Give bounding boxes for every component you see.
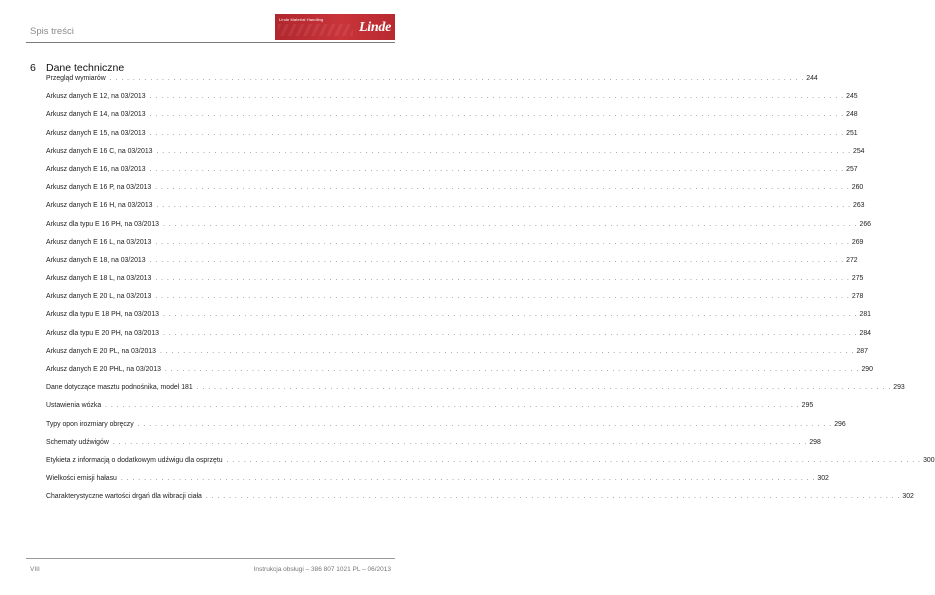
toc-entry[interactable] bbox=[46, 75, 818, 93]
toc-dot-leader: . . . . . . . . . . . . . . . . . . . . . . . . . . . . . . . . . . . . . . . . . . . . . . . . . . . . . . . . . . . . . . . . . . . . . . . . . . . . . . . . . . . . . . . . . . . . . . . . . . . . . . . . . . . . . . . . . . . . . . . . bbox=[205, 493, 901, 501]
toc-entry[interactable] bbox=[46, 129, 858, 148]
toc-entry-page: 284 bbox=[859, 329, 872, 337]
toc-entry-label: Arkusz danych E 14, na 03/2013 bbox=[46, 111, 146, 119]
toc-dot-leader: . . . . . . . . . . . . . . . . . . . . . . . . . . . . . . . . . . . . . . . . . . . . . . . . . . . . . . . . . . . . . . . . . . . . . . . . . . . . . . . . . . . . . . . . . . . . . . . . . . . . . . . . . . . . . . . . . . . . . . . . bbox=[149, 111, 845, 119]
toc-entry-label: Arkusz danych E 16 P, na 03/2013 bbox=[46, 184, 152, 192]
toc-entry[interactable] bbox=[46, 184, 864, 202]
chapter-heading bbox=[30, 62, 124, 74]
toc-entry-page: 244 bbox=[806, 75, 818, 82]
toc-entry-page: 254 bbox=[853, 147, 865, 155]
toc-entry-label: Arkusz danych E 20 L, na 03/2013 bbox=[46, 293, 152, 301]
toc-entry-label: Przegląd wymiarów bbox=[46, 75, 106, 82]
toc-dot-leader: . . . . . . . . . . . . . . . . . . . . . . . . . . . . . . . . . . . . . . . . . . . . . . . . . . . . . . . . . . . . . . . . . . . . . . . . . . . . . . . . . . . . . . . . . . . . . . . . . . . . . . . . . . . . . . . . . . . . . . . . bbox=[155, 238, 850, 246]
toc-entry-label: Arkusz dla typu E 16 PH, na 03/2013 bbox=[46, 220, 159, 228]
footer-divider bbox=[26, 558, 395, 559]
brand-decoration bbox=[278, 24, 353, 36]
page-header-title: Spis treści bbox=[30, 26, 74, 37]
toc-entry-label: Arkusz danych E 16 C, na 03/2013 bbox=[46, 147, 153, 155]
toc-entry-label: Ustawienia wózka bbox=[46, 402, 102, 410]
toc-entry-label: Charakterystyczne wartości drgań dla wibracji ciała bbox=[46, 493, 202, 501]
toc-entry[interactable] bbox=[46, 420, 846, 439]
toc-entry-page: 269 bbox=[851, 238, 864, 246]
toc-entry-label: Arkusz danych E 12, na 03/2013 bbox=[46, 93, 146, 101]
toc-entry-page: 296 bbox=[834, 420, 846, 428]
toc-dot-leader: . . . . . . . . . . . . . . . . . . . . . . . . . . . . . . . . . . . . . . . . . . . . . . . . . . . . . . . . . . . . . . . . . . . . . . . . . . . . . . . . . . . . . . . . . . . . . . . . . . . . . . . . . . . . . . . . . . . . . . . . bbox=[109, 75, 805, 82]
toc-entry-label: Arkusz danych E 18, na 03/2013 bbox=[46, 256, 146, 264]
toc-entry-page: 248 bbox=[846, 111, 858, 119]
toc-entry[interactable] bbox=[46, 293, 864, 311]
toc-entry[interactable] bbox=[46, 329, 872, 348]
toc-entry[interactable] bbox=[46, 165, 858, 184]
chapter-number: 6 bbox=[30, 62, 36, 74]
toc-dot-leader: . . . . . . . . . . . . . . . . . . . . . . . . . . . . . . . . . . . . . . . . . . . . . . . . . . . . . . . . . . . . . . . . . . . . . . . . . . . . . . . . . . . . . . . . . . . . . . . . . . . . . . . . . . . . . . . . . . . . . . . . bbox=[156, 202, 852, 210]
toc-entry-page: 295 bbox=[801, 402, 814, 410]
footer-document-info: Instrukcja obsługi – 386 807 1021 PL – 06/2013 bbox=[253, 566, 391, 573]
toc-entry-label: Arkusz dla typu E 18 PH, na 03/2013 bbox=[46, 311, 159, 319]
toc-entry-page: 278 bbox=[851, 293, 864, 301]
toc-entry[interactable] bbox=[46, 275, 864, 293]
toc-entry[interactable] bbox=[46, 384, 905, 402]
toc-dot-leader: . . . . . . . . . . . . . . . . . . . . . . . . . . . . . . . . . . . . . . . . . . . . . . . . . . . . . . . . . . . . . . . . . . . . . . . . . . . . . . . . . . . . . . . . . . . . . . . . . . . . . . . . . . . . . . . . . . . . . . . . bbox=[156, 147, 852, 155]
toc-entry[interactable] bbox=[46, 493, 914, 511]
toc-entry-label: Etykieta z informacją o dodatkowym udźwigu dla osprzętu bbox=[46, 456, 223, 464]
toc-dot-leader: . . . . . . . . . . . . . . . . . . . . . . . . . . . . . . . . . . . . . . . . . . . . . . . . . . . . . . . . . . . . . . . . . . . . . . . . . . . . . . . . . . . . . . . . . . . . . . . . . . . . . . . . . . . . . . . . . . . . . . . . bbox=[105, 402, 800, 410]
toc-entry-label: Dane dotyczące masztu podnośnika, model 181 bbox=[46, 384, 193, 392]
toc-entry-page: 302 bbox=[902, 493, 914, 501]
toc-entry[interactable] bbox=[46, 93, 858, 111]
brand-subtitle: Linde Material Handling bbox=[279, 17, 324, 22]
linde-logo-banner bbox=[275, 14, 395, 40]
toc-entry[interactable] bbox=[46, 220, 872, 239]
toc-dot-leader: . . . . . . . . . . . . . . . . . . . . . . . . . . . . . . . . . . . . . . . . . . . . . . . . . . . . . . . . . . . . . . . . . . . . . . . . . . . . . . . . . . . . . . . . . . . . . . . . . . . . . . . . . . . . . . . . . . . . . . . . bbox=[149, 256, 845, 264]
footer-page-number: VIII bbox=[30, 566, 40, 573]
toc-entry[interactable] bbox=[46, 475, 829, 493]
toc-entry[interactable] bbox=[46, 311, 872, 329]
toc-dot-leader: . . . . . . . . . . . . . . . . . . . . . . . . . . . . . . . . . . . . . . . . . . . . . . . . . . . . . . . . . . . . . . . . . . . . . . . . . . . . . . . . . . . . . . . . . . . . . . . . . . . . . . . . . . . . . . . . . . . . . . . . bbox=[149, 165, 845, 173]
toc-dot-leader: . . . . . . . . . . . . . . . . . . . . . . . . . . . . . . . . . . . . . . . . . . . . . . . . . . . . . . . . . . . . . . . . . . . . . . . . . . . . . . . . . . . . . . . . . . . . . . . . . . . . . . . . . . . . . . . . . . . . . . . . bbox=[155, 184, 850, 192]
toc-dot-leader: . . . . . . . . . . . . . . . . . . . . . . . . . . . . . . . . . . . . . . . . . . . . . . . . . . . . . . . . . . . . . . . . . . . . . . . . . . . . . . . . . . . . . . . . . . . . . . . . . . . . . . . . . . . . . . . . . . . . . . . . bbox=[120, 475, 816, 483]
toc-dot-leader: . . . . . . . . . . . . . . . . . . . . . . . . . . . . . . . . . . . . . . . . . . . . . . . . . . . . . . . . . . . . . . . . . . . . . . . . . . . . . . . . . . . . . . . . . . . . . . . . . . . . . . . . . . . . . . . . . . . . . . . . bbox=[164, 366, 860, 373]
toc-entry[interactable] bbox=[46, 402, 814, 420]
toc-entry-label: Schematy udźwigów bbox=[46, 438, 109, 446]
toc-entry-page: 251 bbox=[846, 129, 858, 137]
toc-entry-label: Arkusz danych E 16, na 03/2013 bbox=[46, 165, 146, 173]
toc-entry-label: Arkusz danych E 20 PL, na 03/2013 bbox=[46, 347, 156, 355]
toc-entry-page: 272 bbox=[846, 256, 858, 264]
chapter-title: Dane techniczne bbox=[46, 62, 125, 74]
toc-entry-label: Typy opon irozmiary obręczy bbox=[46, 420, 134, 428]
toc-dot-leader: . . . . . . . . . . . . . . . . . . . . . . . . . . . . . . . . . . . . . . . . . . . . . . . . . . . . . . . . . . . . . . . . . . . . . . . . . . . . . . . . . . . . . . . . . . . . . . . . . . . . . . . . . . . . . . . . . . . . . . . . bbox=[112, 438, 808, 446]
toc-entry[interactable] bbox=[46, 238, 864, 257]
toc-entry[interactable] bbox=[46, 347, 868, 366]
toc-dot-leader: . . . . . . . . . . . . . . . . . . . . . . . . . . . . . . . . . . . . . . . . . . . . . . . . . . . . . . . . . . . . . . . . . . . . . . . . . . . . . . . . . . . . . . . . . . . . . . . . . . . . . . . . . . . . . . . . . . . . . . . . bbox=[163, 329, 858, 337]
linde-logo: Linde bbox=[359, 20, 391, 35]
toc-entry-page: 257 bbox=[846, 165, 858, 173]
toc-entry-page: 287 bbox=[856, 347, 868, 355]
toc-dot-leader: . . . . . . . . . . . . . . . . . . . . . . . . . . . . . . . . . . . . . . . . . . . . . . . . . . . . . . . . . . . . . . . . . . . . . . . . . . . . . . . . . . . . . . . . . . . . . . . . . . . . . . . . . . . . . . . . . . . . . . . . bbox=[163, 220, 858, 228]
toc-dot-leader: . . . . . . . . . . . . . . . . . . . . . . . . . . . . . . . . . . . . . . . . . . . . . . . . . . . . . . . . . . . . . . . . . . . . . . . . . . . . . . . . . . . . . . . . . . . . . . . . . . . . . . . . . . . . . . . . . . . . . . . . bbox=[196, 384, 892, 392]
toc-entry-label: Arkusz danych E 16 L, na 03/2013 bbox=[46, 238, 152, 246]
toc-dot-leader: . . . . . . . . . . . . . . . . . . . . . . . . . . . . . . . . . . . . . . . . . . . . . . . . . . . . . . . . . . . . . . . . . . . . . . . . . . . . . . . . . . . . . . . . . . . . . . . . . . . . . . . . . . . . . . . . . . . . . . . . bbox=[149, 93, 845, 101]
toc-entry[interactable] bbox=[46, 256, 858, 275]
toc-entry-label: Arkusz danych E 16 H, na 03/2013 bbox=[46, 202, 153, 210]
toc-entry-page: 300 bbox=[923, 456, 935, 464]
toc-entry[interactable] bbox=[46, 202, 865, 220]
toc-entry-label: Arkusz danych E 15, na 03/2013 bbox=[46, 129, 146, 137]
toc-entry[interactable] bbox=[46, 111, 858, 129]
toc-entry-page: 302 bbox=[817, 475, 829, 483]
toc-entry-label: Arkusz danych E 18 L, na 03/2013 bbox=[46, 275, 152, 283]
toc-entry-page: 293 bbox=[893, 384, 905, 392]
toc-dot-leader: . . . . . . . . . . . . . . . . . . . . . . . . . . . . . . . . . . . . . . . . . . . . . . . . . . . . . . . . . . . . . . . . . . . . . . . . . . . . . . . . . . . . . . . . . . . . . . . . . . . . . . . . . . . . . . . . . . . . . . . . bbox=[149, 129, 845, 137]
toc-dot-leader: . . . . . . . . . . . . . . . . . . . . . . . . . . . . . . . . . . . . . . . . . . . . . . . . . . . . . . . . . . . . . . . . . . . . . . . . . . . . . . . . . . . . . . . . . . . . . . . . . . . . . . . . . . . . . . . . . . . . . . . . bbox=[159, 347, 855, 355]
toc-dot-leader: . . . . . . . . . . . . . . . . . . . . . . . . . . . . . . . . . . . . . . . . . . . . . . . . . . . . . . . . . . . . . . . . . . . . . . . . . . . . . . . . . . . . . . . . . . . . . . . . . . . . . . . . . . . . . . . . . . . . . . . . bbox=[163, 311, 858, 319]
header-divider bbox=[26, 42, 395, 43]
toc-entry-page: 266 bbox=[859, 220, 872, 228]
toc-entry[interactable] bbox=[46, 147, 865, 166]
toc-entry-page: 260 bbox=[851, 184, 864, 192]
toc-entry[interactable] bbox=[46, 366, 873, 384]
toc-entry-label: Arkusz dla typu E 20 PH, na 03/2013 bbox=[46, 329, 159, 337]
toc-dot-leader: . . . . . . . . . . . . . . . . . . . . . . . . . . . . . . . . . . . . . . . . . . . . . . . . . . . . . . . . . . . . . . . . . . . . . . . . . . . . . . . . . . . . . . . . . . . . . . . . . . . . . . . . . . . . . . . . . . . . . . . . bbox=[226, 456, 922, 464]
toc-entry-page: 281 bbox=[859, 311, 872, 319]
toc-entry[interactable] bbox=[46, 438, 821, 457]
toc-entry-page: 290 bbox=[861, 366, 873, 373]
toc-dot-leader: . . . . . . . . . . . . . . . . . . . . . . . . . . . . . . . . . . . . . . . . . . . . . . . . . . . . . . . . . . . . . . . . . . . . . . . . . . . . . . . . . . . . . . . . . . . . . . . . . . . . . . . . . . . . . . . . . . . . . . . . bbox=[155, 293, 850, 301]
table-of-contents bbox=[46, 75, 935, 512]
toc-entry[interactable] bbox=[46, 456, 935, 475]
toc-dot-leader: . . . . . . . . . . . . . . . . . . . . . . . . . . . . . . . . . . . . . . . . . . . . . . . . . . . . . . . . . . . . . . . . . . . . . . . . . . . . . . . . . . . . . . . . . . . . . . . . . . . . . . . . . . . . . . . . . . . . . . . . bbox=[155, 275, 850, 283]
toc-dot-leader: . . . . . . . . . . . . . . . . . . . . . . . . . . . . . . . . . . . . . . . . . . . . . . . . . . . . . . . . . . . . . . . . . . . . . . . . . . . . . . . . . . . . . . . . . . . . . . . . . . . . . . . . . . . . . . . . . . . . . . . . bbox=[137, 420, 833, 428]
toc-entry-page: 263 bbox=[853, 202, 865, 210]
toc-entry-label: Arkusz danych E 20 PHL, na 03/2013 bbox=[46, 366, 161, 373]
toc-entry-page: 298 bbox=[809, 438, 821, 446]
toc-entry-page: 245 bbox=[846, 93, 858, 101]
toc-entry-label: Wielkości emisji hałasu bbox=[46, 475, 117, 483]
toc-entry-page: 275 bbox=[851, 275, 864, 283]
